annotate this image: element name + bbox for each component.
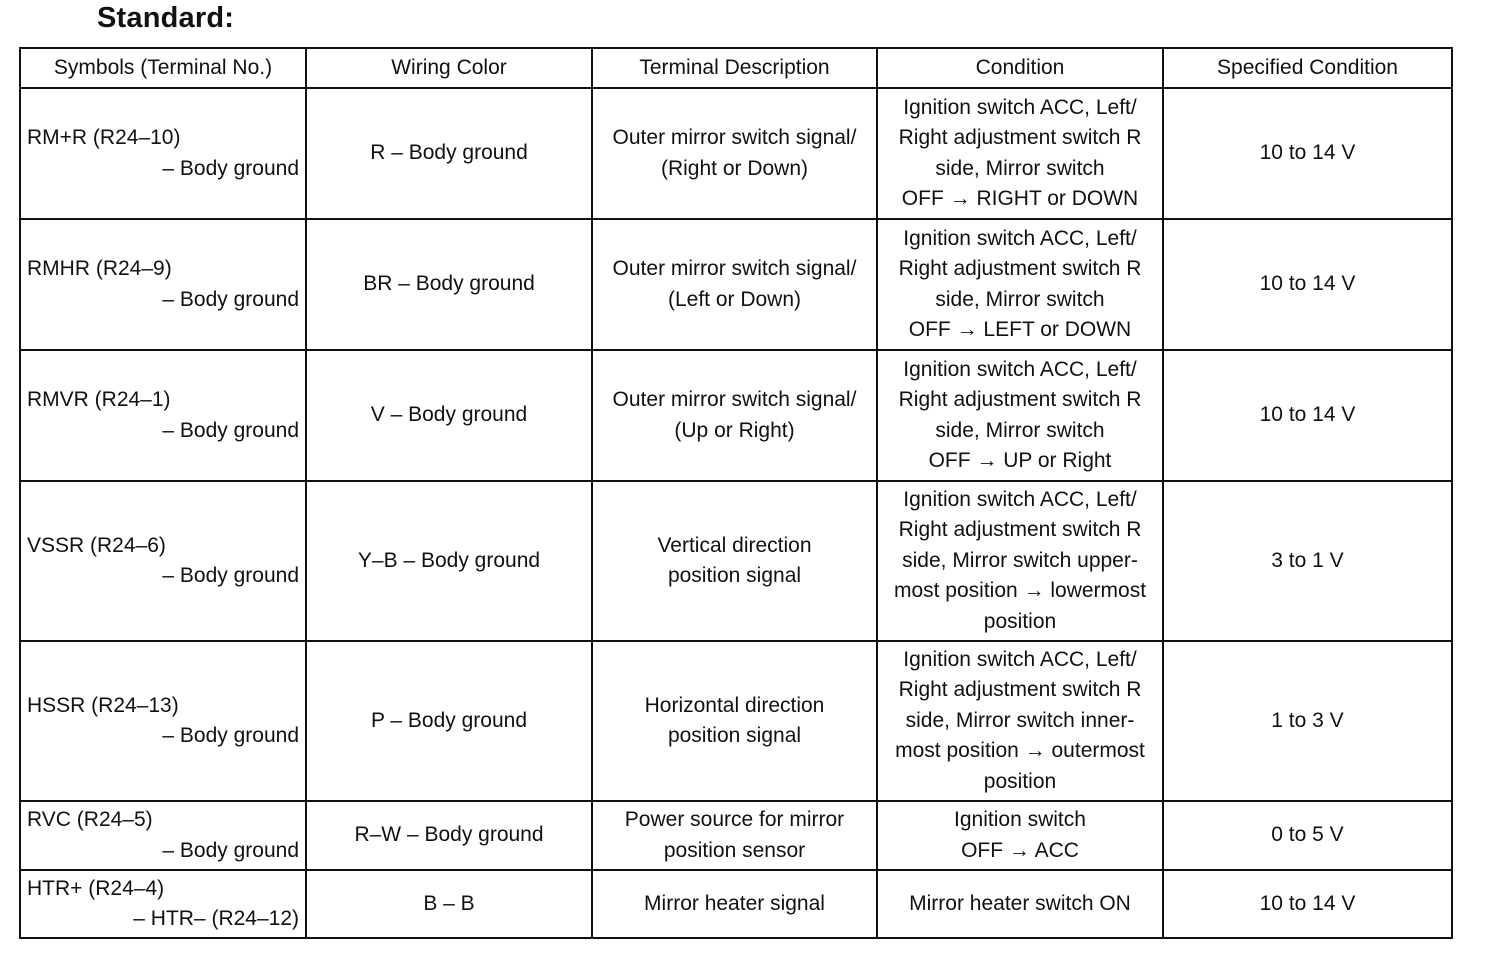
condition-line: OFF → ACC (961, 838, 1079, 862)
wiring-color-cell: BR – Body ground (306, 219, 592, 350)
terminal-symbol-line: – Body ground (162, 724, 299, 747)
wiring-color-cell: V – Body ground (306, 350, 592, 481)
terminal-description-cell (592, 801, 877, 870)
table-row (20, 801, 1452, 870)
terminal-symbol-line: – Body ground (162, 287, 299, 311)
description-line: Outer mirror switch signal/ (612, 388, 857, 411)
table-row (20, 219, 1452, 350)
terminal-symbol-cell (20, 641, 306, 801)
wiring-color-cell: R – Body ground (306, 88, 592, 219)
condition-line: Right adjustment switch R (898, 257, 1142, 280)
condition-line: Ignition switch ACC, Left/ (903, 357, 1137, 381)
condition-line: Right adjustment switch R (898, 518, 1142, 542)
description-line: position signal (667, 724, 802, 747)
terminal-description-cell (592, 350, 877, 481)
description-line: Outer mirror switch signal/ (612, 257, 857, 280)
condition-line: most position → outermost (895, 739, 1145, 763)
condition-line: side, Mirror switch (935, 156, 1105, 180)
table-row (20, 870, 1452, 938)
specified-condition-cell: 3 to 1 V (1163, 481, 1452, 641)
specified-condition-cell: 1 to 3 V (1163, 641, 1452, 801)
terminal-description-cell (592, 88, 877, 219)
condition-line: OFF → RIGHT or DOWN (901, 187, 1139, 210)
condition-cell (877, 870, 1163, 938)
description-line: (Up or Right) (674, 418, 795, 442)
condition-cell (877, 350, 1163, 481)
standard-spec-table (19, 47, 1453, 939)
specified-condition-cell: 10 to 14 V (1163, 88, 1452, 219)
terminal-symbol-line: RM+R (R24–10) (27, 126, 181, 149)
wiring-color-cell: R–W – Body ground (306, 801, 592, 870)
specified-condition-cell: 10 to 14 V (1163, 870, 1452, 938)
condition-line: Ignition switch ACC, Left/ (903, 647, 1137, 671)
terminal-symbol-cell (20, 88, 306, 219)
terminal-description-cell (592, 219, 877, 350)
description-line: (Right or Down) (660, 156, 809, 180)
description-line: Outer mirror switch signal/ (612, 126, 857, 149)
wiring-color-cell: B – B (306, 870, 592, 938)
description-line: (Left or Down) (667, 287, 802, 311)
condition-line: position (983, 609, 1057, 633)
terminal-symbol-line: – Body ground (162, 418, 299, 442)
terminal-symbol-line: – Body ground (162, 156, 299, 180)
table-row (20, 641, 1452, 801)
condition-cell (877, 88, 1163, 219)
terminal-symbol-cell (20, 481, 306, 641)
condition-line: Right adjustment switch R (898, 678, 1142, 702)
table-row (20, 481, 1452, 641)
condition-line: side, Mirror switch upper- (902, 548, 1138, 572)
terminal-symbol-cell (20, 219, 306, 350)
description-line: Horizontal direction (644, 693, 825, 717)
terminal-symbol-line: – HTR– (R24–12) (133, 907, 299, 930)
condition-line: Right adjustment switch R (898, 388, 1142, 411)
terminal-symbol-line: – Body ground (162, 564, 299, 587)
column-header: Wiring Color (306, 48, 592, 88)
condition-cell (877, 481, 1163, 641)
condition-line: side, Mirror switch inner- (905, 708, 1135, 732)
column-header: Specified Condition (1163, 48, 1452, 88)
terminal-description-cell (592, 870, 877, 938)
condition-line: Right adjustment switch R (898, 126, 1142, 149)
terminal-symbol-cell (20, 870, 306, 938)
column-header: Condition (877, 48, 1163, 88)
terminal-symbol-line: HSSR (R24–13) (27, 693, 179, 717)
column-header: Symbols (Terminal No.) (20, 48, 306, 88)
terminal-symbol-line: VSSR (R24–6) (27, 533, 166, 557)
specified-condition-cell: 10 to 14 V (1163, 350, 1452, 481)
wiring-color-cell: P – Body ground (306, 641, 592, 801)
condition-line: side, Mirror switch (935, 418, 1105, 442)
terminal-description-cell (592, 641, 877, 801)
column-header: Terminal Description (592, 48, 877, 88)
condition-line: Ignition switch ACC, Left/ (903, 226, 1137, 250)
condition-line: OFF → UP or Right (928, 449, 1112, 472)
condition-line: Ignition switch (954, 808, 1086, 831)
condition-cell (877, 801, 1163, 870)
description-line: position signal (667, 564, 802, 587)
condition-cell (877, 641, 1163, 801)
description-line: Vertical direction (657, 533, 812, 557)
condition-line: Ignition switch ACC, Left/ (903, 487, 1137, 511)
condition-line: Ignition switch ACC, Left/ (903, 95, 1137, 119)
terminal-symbol-line: – Body ground (162, 838, 299, 862)
condition-line: OFF → LEFT or DOWN (908, 318, 1132, 341)
condition-line: position (983, 769, 1057, 793)
description-line: Mirror heater signal (644, 891, 825, 915)
terminal-symbol-line: RVC (R24–5) (27, 808, 153, 831)
condition-line: side, Mirror switch (935, 287, 1105, 311)
terminal-symbol-cell (20, 350, 306, 481)
page-heading: Standard: (97, 2, 235, 34)
wiring-color-cell: Y–B – Body ground (306, 481, 592, 641)
table-header-row (20, 48, 1452, 88)
condition-cell (877, 219, 1163, 350)
terminal-symbol-cell (20, 801, 306, 870)
table-row (20, 350, 1452, 481)
terminal-description-cell (592, 481, 877, 641)
condition-line: Mirror heater switch ON (909, 891, 1131, 915)
specified-condition-cell: 10 to 14 V (1163, 219, 1452, 350)
description-line: Power source for mirror (624, 808, 845, 831)
condition-line: most position → lowermost (893, 579, 1147, 603)
specified-condition-cell: 0 to 5 V (1163, 801, 1452, 870)
terminal-symbol-line: HTR+ (R24–4) (27, 876, 165, 900)
terminal-symbol-line: RMVR (R24–1) (27, 388, 171, 411)
terminal-symbol-line: RMHR (R24–9) (27, 257, 172, 280)
description-line: position sensor (663, 838, 806, 862)
table-row (20, 88, 1452, 219)
